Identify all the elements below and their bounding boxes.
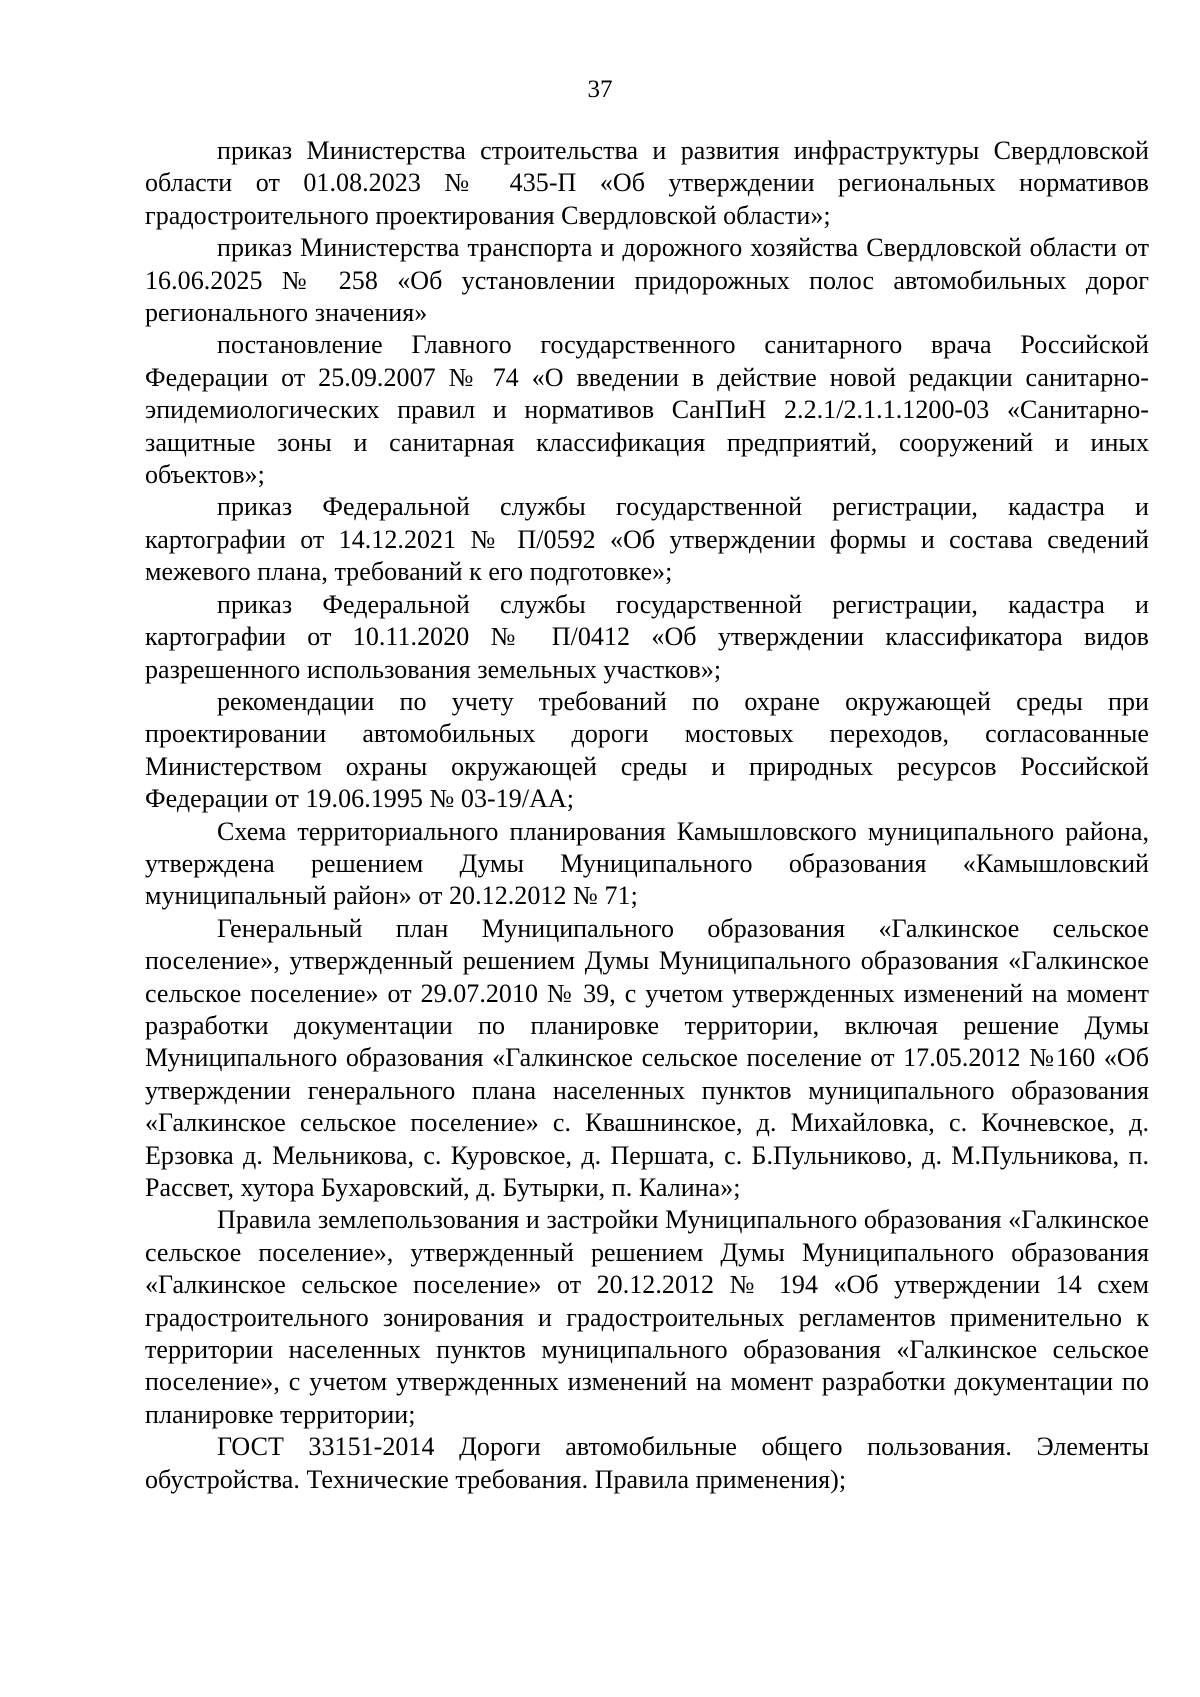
paragraph-order-construction-ministry: приказ Министерства строительства и развития инфраструктуры Свердловской области от 01.08.2023 № 435-П «Об утверждении региональных нормативов градостроительного проектирования Свердловской области»; <box>145 136 1149 230</box>
paragraph-order-rosreestr-land-use-classifier: приказ Федеральной службы государственной регистрации, кадастра и картографии от 10.11.2020 № П/0412 «Об утверждении классификатора видов разрешенного использования земельных участков»; <box>145 589 1149 684</box>
document-body <box>145 135 1149 1496</box>
page-number: 37 <box>587 76 613 103</box>
paragraph-order-rosreestr-boundary-plan: приказ Федеральной службы государственной регистрации, кадастра и картографии от 14.12.2021 № П/0592 «Об утверждении формы и состава сведений межевого плана, требований к его подготовке»; <box>145 492 1149 587</box>
paragraph-general-plan: Генеральный план Муниципального образования «Галкинское сельское поселение», утвержденный решением Думы Муниципального образования «Галкинское сельское поселение» от 29.07.2010 № 39, с учетом утвержденных изменений на момент разработки документации по планировке территории, включая решение Думы Муниципального образования «Галкинское сельское поселение от 17.05.2012 №160 «Об утверждении генерального плана населенных пунктов муниципального образования «Галкинское сельское поселение» с. Квашнинское, д. Михайловка, с. Кочневское, д. Ерзовка д. Мельникова, с. Куровское, д. Першата, с. Б.Пульниково, д. М.Пульникова, п. Рассвет, хутора Бухаровский, д. Бутырки, п. Калина»; <box>145 913 1149 1202</box>
paragraph-environmental-recommendations: рекомендации по учету требований по охране окружающей среды при проектировании автомобильных дороги мостовых переходов, согласованные Министерством охраны окружающей среды и природных ресурсов Российской Федерации от 19.06.1995 № 03-19/АА; <box>145 686 1149 814</box>
paragraph-order-transport-ministry: приказ Министерства транспорта и дорожного хозяйства Свердловской области от 16.06.2025 № 258 «Об установлении придорожных полос автомобильных дорог регионального значения» <box>145 233 1149 328</box>
paragraph-land-use-rules: Правила землепользования и застройки Муниципального образования «Галкинское сельское поселение», утвержденный решением Думы Муниципального образования «Галкинское сельское поселение» от 20.12.2012 № 194 «Об утверждении 14 схем градостроительного зонирования и градостроительных регламентов применительно к территории населенных пунктов муниципального образования «Галкинское сельское поселение», с учетом утвержденных изменений на момент разработки документации по планировке территории; <box>145 1205 1149 1429</box>
paragraph-gost-standard: ГОСТ 33151-2014 Дороги автомобильные общего пользования. Элементы обустройства. Технические требования. Правила применения); <box>145 1432 1149 1494</box>
paragraph-resolution-sanitary-doctor: постановление Главного государственного санитарного врача Российской Федерации от 25.09.2007 № 74 «О введении в действие новой редакции санитарно-эпидемиологических правил и нормативов СанПиН 2.2.1/2.1.1.1200-03 «Санитарно-защитные зоны и санитарная классификация предприятий, сооружений и иных объектов»; <box>145 330 1149 490</box>
paragraph-territorial-planning-scheme: Схема территориального планирования Камышловского муниципального района, утверждена решением Думы Муниципального образования «Камышловский муниципальный район» от 20.12.2012 № 71; <box>145 816 1149 911</box>
